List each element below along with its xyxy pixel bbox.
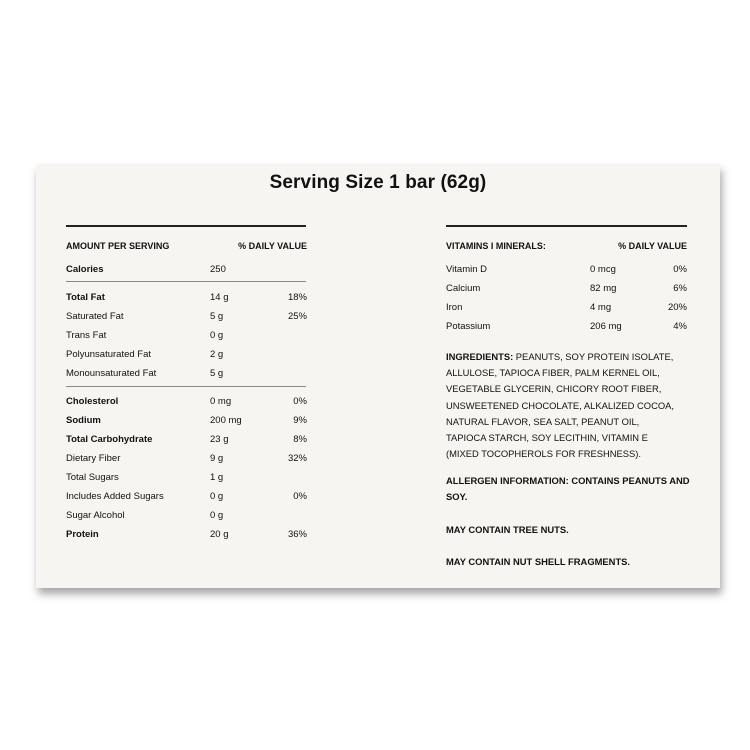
ingredients-line-4: UNSWEETENED CHOCOLATE, ALKALIZED COCOA, — [446, 399, 674, 411]
nutrition-card — [36, 164, 720, 588]
mineral-dv: 20% — [667, 302, 687, 313]
serving-size-title: Serving Size 1 bar (62g) — [269, 172, 487, 193]
nutrient-amount: 2 g — [210, 349, 224, 360]
nutrient-name: Total Fat — [66, 292, 105, 303]
ingredients-line-7: (MIXED TOCOPHEROLS FOR FRESHNESS). — [446, 448, 641, 460]
allergen-info: ALLERGEN INFORMATION: CONTAINS PEANUTS AND SOY. — [446, 475, 690, 503]
nutrient-name: Protein — [66, 529, 99, 540]
nutrient-amount: 23 g — [210, 434, 229, 445]
nutrient-name: Sugar Alcohol — [66, 510, 125, 521]
ingredients-line-1: INGREDIENTS: PEANUTS, SOY PROTEIN ISOLATE, — [446, 351, 674, 362]
nutrient-amount: 0 g — [210, 330, 224, 341]
ingredients-line-5: NATURAL FLAVOR, SEA SALT, PEANUT OIL, — [446, 415, 640, 427]
nutrient-name: Trans Fat — [66, 330, 107, 341]
tree-nuts-warning: MAY CONTAIN TREE NUTS. — [446, 524, 569, 535]
row-divider — [66, 386, 306, 387]
nutrient-dv: 0% — [293, 491, 307, 502]
mineral-name: Calcium — [446, 283, 481, 294]
mineral-amount: 82 mg — [590, 283, 617, 294]
mineral-name: Iron — [446, 302, 463, 313]
mineral-dv: 6% — [673, 283, 687, 294]
ingredients-label: INGREDIENTS: — [446, 351, 514, 362]
right-top-rule — [446, 225, 687, 227]
nutrient-dv: 18% — [287, 292, 307, 303]
nutrient-dv: 32% — [287, 453, 307, 464]
nutrient-name: Cholesterol — [66, 396, 119, 407]
nutrient-name: Sodium — [66, 415, 101, 426]
nutrient-name: Includes Added Sugars — [66, 491, 164, 502]
mineral-amount: 4 mg — [590, 302, 612, 313]
ingredients-line-2: ALLULOSE, TAPIOCA FIBER, PALM KERNEL OIL, — [446, 367, 660, 379]
vitamins-minerals-header: VITAMINS I MINERALS: — [446, 241, 546, 251]
left-top-rule — [66, 225, 306, 227]
nutrient-name: Saturated Fat — [66, 311, 124, 322]
nutrient-dv: 25% — [287, 311, 307, 322]
ingredients-line-3: VEGETABLE GLYCERIN, CHICORY ROOT FIBER, — [446, 383, 662, 395]
nutrient-amount: 9 g — [210, 453, 224, 464]
mineral-dv: 0% — [673, 264, 687, 275]
daily-value-header-right: % DAILY VALUE — [618, 241, 687, 251]
amount-per-serving-header: AMOUNT PER SERVING — [66, 241, 170, 251]
nutrient-name: Total Carbohydrate — [66, 434, 153, 445]
mineral-dv: 4% — [673, 321, 687, 332]
nutrient-amount: 5 g — [210, 311, 224, 322]
nutrient-amount: 20 g — [210, 529, 229, 540]
nut-shell-warning: MAY CONTAIN NUT SHELL FRAGMENTS. — [446, 556, 631, 567]
ingredients-block — [446, 349, 696, 462]
row-divider — [66, 281, 306, 282]
nutrient-name: Polyunsaturated Fat — [66, 349, 152, 360]
nutrient-dv: 36% — [287, 529, 307, 540]
nutrient-dv: 0% — [293, 396, 307, 407]
mineral-name: Vitamin D — [446, 264, 488, 275]
nutrient-amount: 14 g — [210, 292, 229, 303]
nutrient-amount: 0 g — [210, 491, 224, 502]
nutrient-amount: 200 mg — [210, 415, 242, 426]
nutrient-name: Calories — [66, 264, 104, 275]
nutrient-name: Dietary Fiber — [66, 453, 121, 464]
nutrient-amount: 250 — [210, 264, 226, 275]
nutrient-name: Monounsaturated Fat — [66, 368, 157, 379]
mineral-name: Potassium — [446, 321, 491, 332]
nutrient-amount: 0 g — [210, 510, 224, 521]
mineral-amount: 206 mg — [590, 321, 622, 332]
ingredients-line-6: TAPIOCA STARCH, SOY LECITHIN, VITAMIN E — [446, 432, 648, 444]
nutrient-amount: 1 g — [210, 472, 224, 483]
nutrient-amount: 5 g — [210, 368, 224, 379]
nutrient-dv: 8% — [293, 434, 307, 445]
mineral-amount: 0 mcg — [590, 264, 616, 275]
nutrient-amount: 0 mg — [210, 396, 232, 407]
daily-value-header-left: % DAILY VALUE — [238, 241, 307, 251]
nutrient-name: Total Sugars — [66, 472, 119, 483]
nutrient-dv: 9% — [293, 415, 307, 426]
